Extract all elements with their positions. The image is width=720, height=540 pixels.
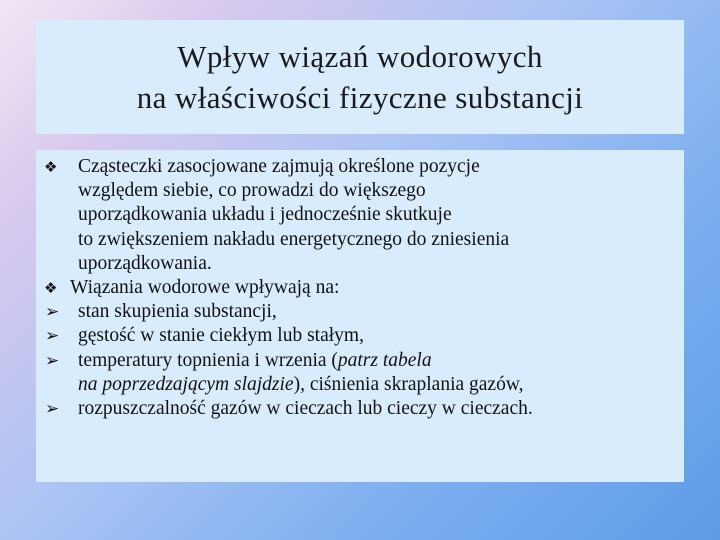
bullet-item-hydrogen-bonds-affect — [44, 276, 684, 300]
slide-title-line-2: na właściwości fizyczne substancji — [136, 80, 584, 115]
table-reference-text: patrz tabela — [337, 349, 432, 371]
bullet-line: uporządkowania układu i jednocześnie skutkuje — [78, 204, 452, 226]
bullet-text: temperatury topnienia i wrzenia ( — [78, 349, 338, 371]
bullet-line: względem siebie, co prowadzi do większego — [78, 180, 426, 202]
bullet-line: rozpuszczalność gazów w cieczach lub cieczy w cieczach. — [78, 398, 533, 420]
bullet-item-state-of-matter — [44, 300, 684, 324]
bullet-item-associated-molecules — [44, 155, 684, 276]
bullet-line: Wiązania wodorowe wpływają na: — [70, 277, 340, 299]
arrow-bullet-icon: ➢ — [45, 350, 60, 371]
arrow-bullet-icon: ➢ — [45, 326, 60, 347]
bullet-line: to zwiększeniem nakładu energetycznego do zniesienia — [78, 228, 510, 250]
arrow-bullet-icon: ➢ — [45, 399, 60, 420]
bullet-line: gęstość w stanie ciekłym lub stałym, — [78, 325, 364, 347]
slide-title-box — [36, 20, 684, 134]
bullet-line — [78, 373, 684, 397]
diamond-bullet-icon: ❖ — [44, 158, 58, 176]
bullet-list — [44, 155, 684, 421]
arrow-bullet-icon: ➢ — [45, 302, 60, 323]
bullet-line: Cząsteczki zasocjowane zajmują określone pozycje — [78, 156, 480, 177]
slide-content-box — [36, 150, 684, 482]
bullet-line: uporządkowania. — [78, 252, 212, 274]
bullet-item-temperatures — [44, 349, 684, 397]
bullet-item-density — [44, 324, 684, 348]
table-reference-text: na poprzedzającym slajdzie — [78, 373, 294, 395]
bullet-item-solubility — [44, 397, 684, 421]
slide-title-line-1: Wpływ wiązań wodorowych — [177, 39, 543, 74]
bullet-line: stan skupienia substancji, — [78, 301, 277, 323]
diamond-bullet-icon: ❖ — [44, 279, 58, 298]
bullet-line — [78, 349, 684, 373]
bullet-text: ), ciśnienia skraplania gazów, — [293, 373, 524, 395]
